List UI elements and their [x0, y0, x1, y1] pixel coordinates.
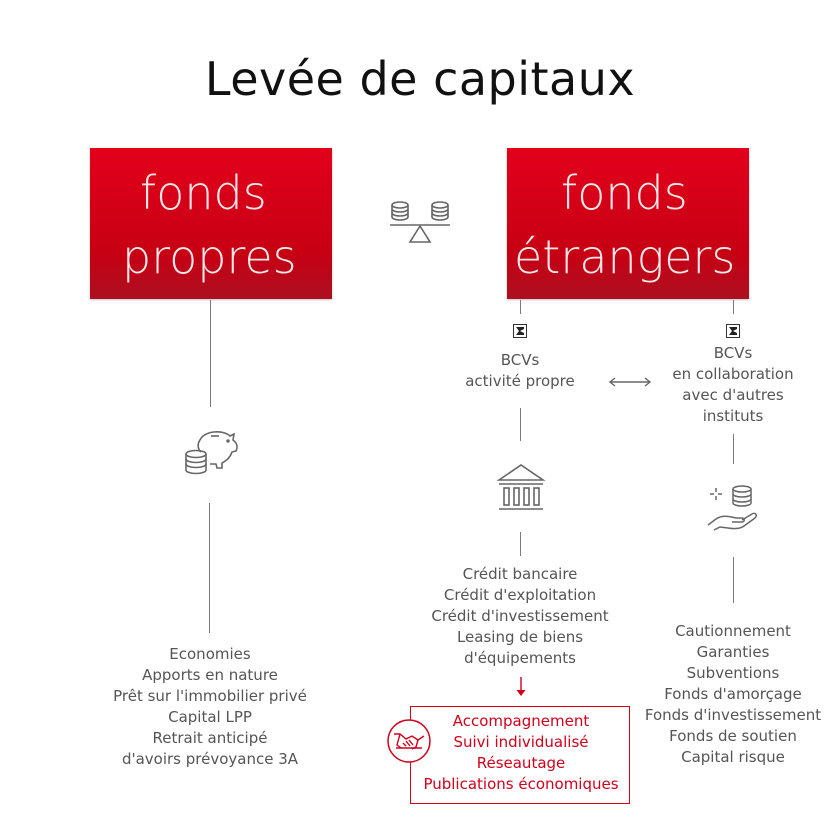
list-item: Cautionnement	[675, 622, 791, 640]
connector-line	[733, 557, 734, 603]
connector-line	[520, 300, 521, 314]
connector-line	[209, 503, 210, 633]
list-item: d'avoirs prévoyance 3A	[121, 750, 299, 768]
list-item: Capital risque	[681, 748, 785, 766]
connector-line	[733, 434, 734, 464]
bcv-own-label: BCVs activité propre	[465, 351, 575, 390]
debt-box-line1: fonds	[561, 166, 688, 220]
double-arrow-icon	[608, 377, 652, 387]
connector-line	[733, 300, 734, 314]
bcv-logo-icon	[513, 324, 527, 338]
list-item: Fonds de soutien	[669, 727, 797, 745]
connector-line	[520, 532, 521, 556]
debt-box-line2: étrangers	[514, 230, 736, 284]
list-item: Réseautage	[476, 754, 566, 772]
list-item: Publications économiques	[423, 775, 619, 793]
list-item: Fonds d'amorçage	[664, 685, 802, 703]
bank-building-icon	[497, 462, 545, 512]
bank-items	[400, 564, 640, 669]
list-item: Prêt sur l'immobilier privé	[113, 687, 307, 705]
balance-scale-icon	[388, 196, 452, 246]
piggy-bank-icon	[184, 428, 240, 478]
list-item: Fonds d'investissement	[644, 706, 822, 724]
list-item: Suivi individualisé	[453, 733, 589, 751]
hand-coins-icon	[706, 483, 762, 531]
list-item: Retrait anticipé	[152, 729, 268, 747]
list-item: Subventions	[686, 664, 780, 682]
support-items	[416, 711, 626, 795]
list-item: Accompagnement	[452, 712, 590, 730]
equity-items	[60, 644, 360, 770]
bcv-collab-label: BCVs en collaboration avec d'autres instituts	[672, 344, 794, 425]
down-arrow-icon	[515, 676, 527, 698]
list-item: Crédit bancaire	[462, 565, 578, 583]
list-item: Leasing de biens	[456, 628, 584, 646]
list-item: Garanties	[696, 643, 770, 661]
list-item: Crédit d'exploitation	[443, 586, 597, 604]
connector-line	[210, 300, 211, 407]
list-item: Apports en nature	[142, 666, 278, 684]
equity-box-line2: propres	[122, 230, 297, 284]
debt-box	[507, 148, 749, 299]
list-item: Economies	[169, 645, 251, 663]
list-item: d'équipements	[464, 649, 576, 667]
list-item: Capital LPP	[168, 708, 252, 726]
bcv-logo-icon	[726, 324, 740, 338]
list-item: Crédit d'investissement	[431, 607, 609, 625]
collab-items	[638, 621, 828, 768]
equity-box	[90, 148, 332, 299]
page-title: Levée de capitaux	[204, 52, 636, 106]
connector-line	[520, 408, 521, 441]
equity-box-line1: fonds	[140, 166, 267, 220]
